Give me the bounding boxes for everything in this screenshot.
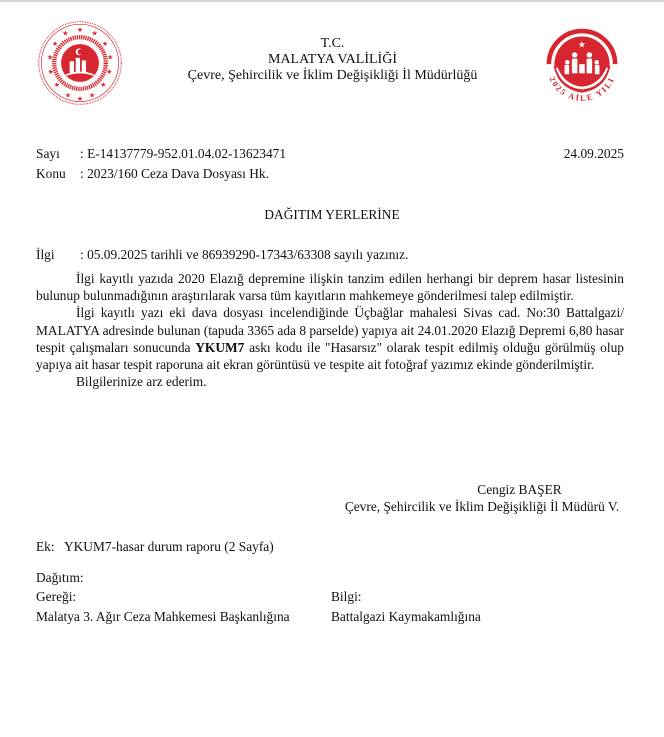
- signature-block: [300, 481, 664, 515]
- sayi-label: Sayı: [36, 146, 60, 161]
- logo-text: 2025 AİLE YILI: [547, 75, 617, 103]
- aile-yili-logo: [536, 20, 628, 112]
- document-date: 24.09.2025: [563, 146, 624, 161]
- star-icon: ★: [577, 39, 587, 50]
- konu-label: Konu: [36, 166, 66, 181]
- attachment-value[interactable]: YKUM7-hasar durum raporu (2 Sayfa): [63, 539, 274, 554]
- attachment-row: [36, 539, 274, 555]
- body-paragraph-2-end: askı kodu ile "Hasarsız" olarak tespit edilmiş olduğu görülmüş olup yapıya ait hasar tespit raporuna ait ekran görüntüsü ve tespite ait fotoğraf yazımız ekinde gönderilmiştir.: [36, 339, 624, 373]
- recipients-title: DAĞITIM YERLERİNE: [264, 207, 400, 222]
- ilgi-label: İlgi: [36, 247, 55, 262]
- header-governorship: MALATYA VALİLİĞİ: [268, 52, 397, 67]
- distribution-label: Dağıtım:: [36, 570, 84, 585]
- svg-text:★: ★: [101, 40, 109, 48]
- suspension-code: YKUM7: [195, 339, 245, 355]
- svg-text:★: ★: [91, 30, 98, 38]
- ilgi-value: : 05.09.2025 tarihli ve 86939290-17343/63308 sayılı yazınız.: [80, 247, 409, 262]
- svg-text:★: ★: [106, 69, 113, 77]
- svg-text:★: ★: [51, 40, 59, 48]
- body-paragraph-2-start: İlgi kayıtlı yazı eki dava dosyası incelendiğinde Üçbağlar mahalesi Sivas cad. No:30 Battalgazi/ MALATYA adresinde bulunan (tapuda 3365 ada 8 parselde) yapıya ait 24.01.2020 Elazığ Depremi 6,80 hasar tespit çalışmaları sonucunda: [36, 305, 624, 355]
- header-directorate: Çevre, Şehircilik ve İklim Değişikliği İl Müdürlüğü: [187, 68, 478, 83]
- svg-text:★: ★: [76, 95, 84, 103]
- body-paragraph-1: İlgi kayıtlı yazıda 2020 Elazığ depremine ilişkin tanzim edilen herhangi bir deprem hasar listesinin bulunup bulunmadığının araştırılarak varsa tüm kayıtların mahkemeye gönderilmesi talep edilmiştir.: [36, 271, 624, 304]
- top-border: [0, 0, 664, 2]
- bilgi-recipient: Battalgazi Kaymakamlığına: [331, 609, 481, 624]
- header-country: T.C.: [320, 36, 345, 51]
- letterhead: [140, 36, 525, 84]
- signer-title: Çevre, Şehircilik ve İklim Değişikliği İl Müdürü V.: [344, 499, 620, 514]
- svg-text:★: ★: [47, 69, 54, 77]
- svg-text:★: ★: [53, 82, 60, 90]
- body-paragraph-3: Bilgilerinize arz ederim.: [76, 374, 207, 390]
- ministry-seal-logo: [37, 20, 123, 106]
- svg-text:★: ★: [88, 92, 96, 100]
- geregi-label: Gereği:: [36, 589, 77, 604]
- svg-text:★: ★: [76, 27, 84, 35]
- konu-value: : 2023/160 Ceza Dava Dosyası Hk.: [80, 166, 269, 181]
- svg-text:★: ★: [46, 54, 53, 62]
- svg-text:★: ★: [100, 82, 107, 90]
- geregi-recipient: Malatya 3. Ağır Ceza Mahkemesi Başkanlığına: [36, 609, 290, 624]
- attachment-label: Ek:: [36, 539, 55, 554]
- letter-body: [36, 270, 624, 390]
- signer-name: Cengiz BAŞER: [477, 482, 562, 497]
- sayi-value: : E-14137779-952.01.04.02-13623471: [80, 146, 287, 161]
- bilgi-label: Bilgi:: [331, 589, 362, 604]
- svg-text:★: ★: [64, 92, 72, 100]
- body-paragraph-2: [36, 304, 624, 373]
- svg-text:★: ★: [62, 30, 69, 38]
- svg-text:★: ★: [107, 54, 114, 62]
